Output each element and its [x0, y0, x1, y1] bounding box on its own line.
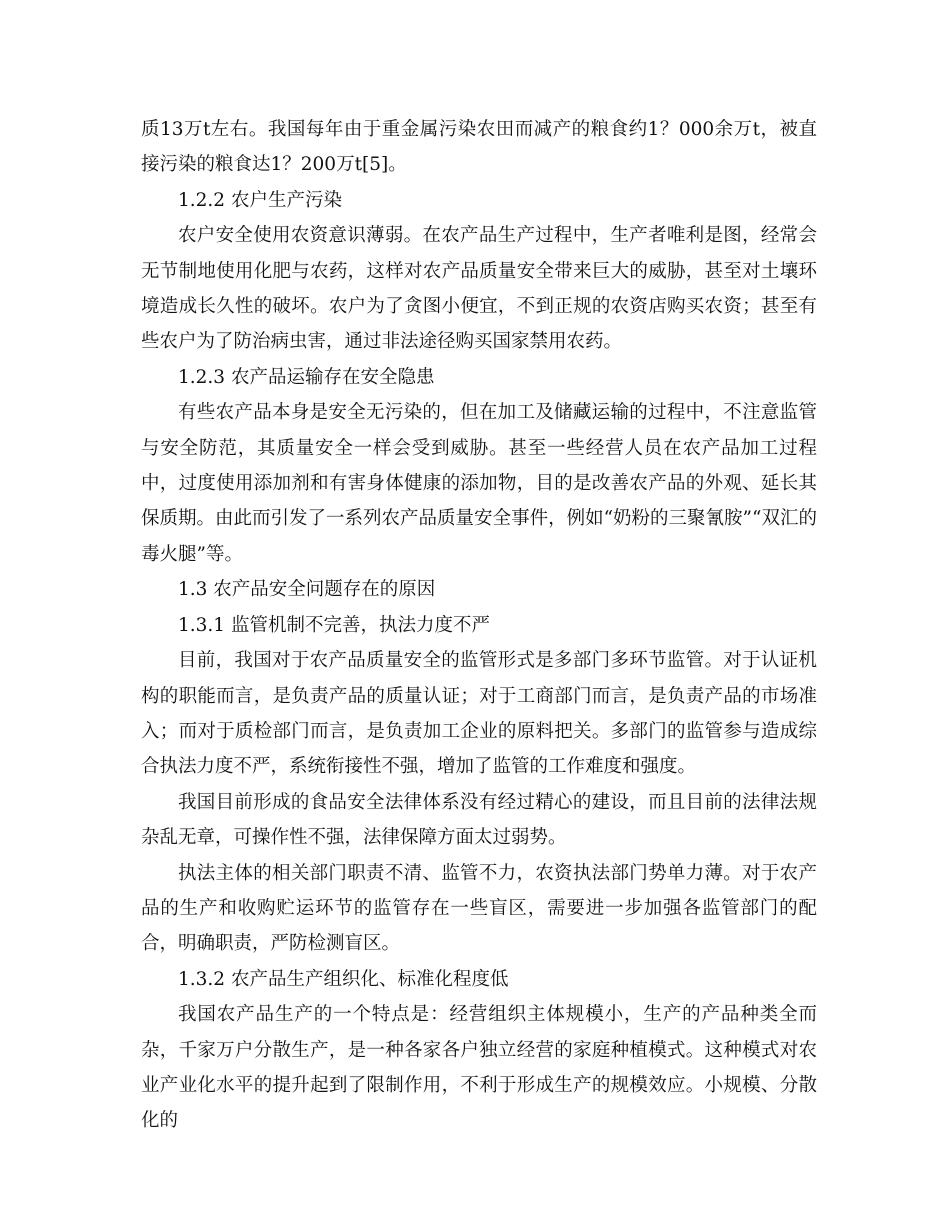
paragraph: 执法主体的相关部门职责不清、监管不力，农资执法部门势单力薄。对于农产品的生产和收购贮运环节的监管存在一些盲区，需要进一步加强各监管部门的配合，明确职责，严防检测盲区。 — [141, 862, 817, 955]
document-body — [141, 112, 817, 1139]
paragraph-continued: 质13万t左右。我国每年由于重金属污染农田而减产的粮食约1？000余万t，被直接污染的粮食达1？200万t[5]。 — [141, 119, 817, 176]
paragraph: 我国农产品生产的一个特点是：经营组织主体规模小，生产的产品种类全而杂，千家万户分散生产，是一种各家各户独立经营的家庭种植模式。这种模式对农业产业化水平的提升起到了限制作用，不利于形成生产的规模效应。小规模、分散化的 — [141, 1004, 817, 1132]
paragraph: 目前，我国对于农产品质量安全的监管形式是多部门多环节监管。对于认证机构的职能而言，是负责产品的质量认证；对于工商部门而言，是负责产品的市场准入；而对于质检部门而言，是负责加工企业的原料把关。多部门的监管参与造成综合执法力度不严，系统衔接性不强，增加了监管的工作难度和强度。 — [141, 650, 817, 778]
paragraph: 农户安全使用农资意识薄弱。在农产品生产过程中，生产者唯利是图，经常会无节制地使用化肥与农药，这样对农产品质量安全带来巨大的威胁，甚至对土壤环境造成长久性的破坏。农户为了贪图小便宜，不到正规的农资店购买农资；甚至有些农户为了防治病虫害，通过非法途径购买国家禁用农药。 — [141, 225, 817, 353]
section-heading-1-3: 1.3 农产品安全问题存在的原因 — [178, 579, 436, 601]
section-heading-1-2-3: 1.2.3 农产品运输存在安全隐患 — [178, 366, 435, 388]
section-heading-1-3-1: 1.3.1 监管机制不完善，执法力度不严 — [178, 614, 490, 636]
paragraph: 我国目前形成的食品安全法律体系没有经过精心的建设，而且目前的法律法规杂乱无章，可操作性不强，法律保障方面太过弱势。 — [141, 791, 817, 849]
paragraph: 有些农产品本身是安全无污染的，但在加工及储藏运输的过程中，不注意监管与安全防范，其质量安全一样会受到威胁。甚至一些经营人员在农产品加工过程中，过度使用添加剂和有害身体健康的添加物，目的是改善农产品的外观、延长其保质期。由此而引发了一系列农产品质量安全事件，例如“奶粉的三聚氰胺”“双汇的毒火腿”等。 — [141, 402, 817, 565]
section-heading-1-3-2: 1.3.2 农产品生产组织化、标准化程度低 — [178, 968, 509, 990]
section-heading-1-2-2: 1.2.2 农户生产污染 — [178, 189, 342, 211]
